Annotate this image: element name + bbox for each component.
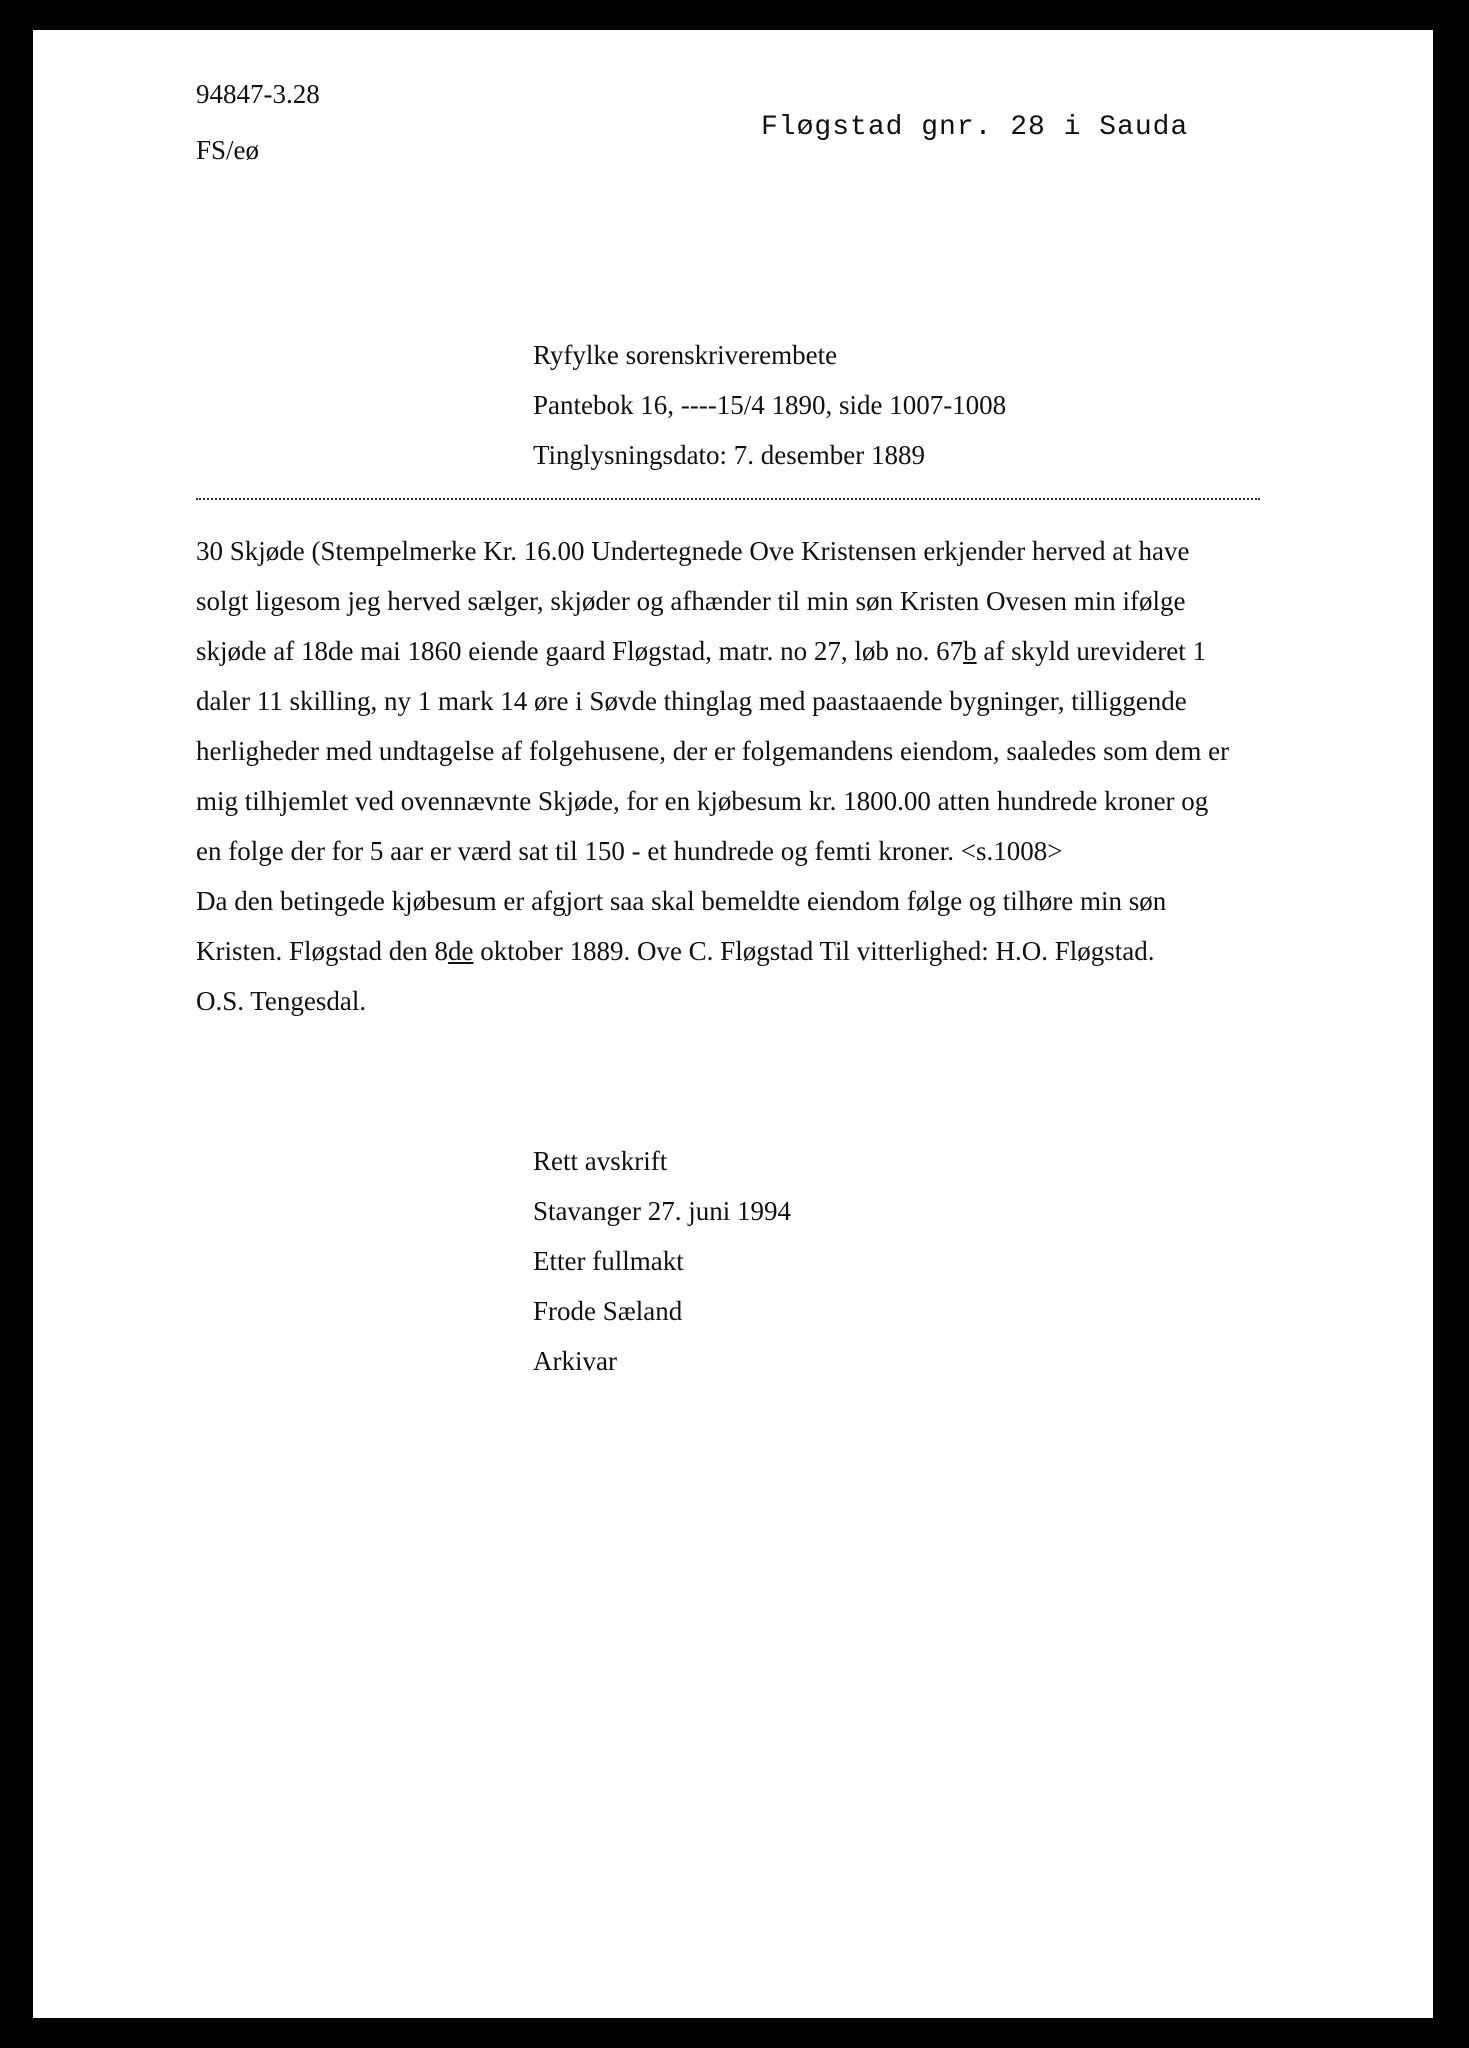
deed-line (196, 626, 1311, 676)
signer-role: Arkivar (533, 1346, 617, 1376)
certification-text: Rett avskrift (533, 1146, 668, 1176)
deed-line-part: af skyld urevideret 1 (976, 636, 1207, 666)
source-office: Ryfylke sorenskriverembete (533, 340, 838, 370)
dotted-divider (196, 498, 1260, 500)
deed-line: Da den betingede kjøbesum er afgjort saa skal bemeldte eiendom følge og tilhøre min søn (196, 886, 1167, 916)
deed-line-part: skjøde af 18de mai 1860 eiende gaard Fløgstad, matr. no 27, løb no. 67 (196, 636, 964, 666)
source-block (533, 330, 1006, 480)
deed-line (196, 926, 1311, 976)
deed-line-part: oktober 1889. Ove C. Fløgstad Til vitterlighed: H.O. Fløgstad. (473, 936, 1155, 966)
deed-line: herligheder med undtagelse af folgehusene, der er folgemandens eiendom, saaledes som dem er (196, 736, 1230, 766)
deed-line: en folge der for 5 aar er værd sat til 150 - et hundrede og femti kroner. <s.1008> (196, 836, 1063, 866)
deed-line-part: Kristen. Fløgstad den 8 (196, 936, 448, 966)
reference-number: 94847-3.28 (196, 79, 320, 109)
deed-text (196, 526, 1311, 1026)
signer-name: Frode Sæland (533, 1296, 683, 1326)
signature-block (533, 1136, 791, 1386)
deed-line: O.S. Tengesdal. (196, 986, 367, 1016)
document-title: Fløgstad gnr. 28 i Sauda (761, 112, 1189, 143)
deed-line: daler 11 skilling, ny 1 mark 14 øre i Søvde thinglag med paastaaende bygninger, tilliggende (196, 686, 1187, 716)
place-date: Stavanger 27. juni 1994 (533, 1196, 791, 1226)
underlined-letter: b (963, 636, 977, 666)
document-page (33, 30, 1433, 2018)
authority-text: Etter fullmakt (533, 1246, 684, 1276)
deed-line: 30 Skjøde (Stempelmerke Kr. 16.00 Undertegnede Ove Kristensen erkjender herved at have (196, 536, 1190, 566)
deed-line: mig tilhjemlet ved ovennævnte Skjøde, for en kjøbesum kr. 1800.00 atten hundrede kroner og (196, 786, 1209, 816)
deed-line: solgt ligesom jeg herved sælger, skjøder og afhænder til min søn Kristen Ovesen min ifølge (196, 586, 1186, 616)
source-date: Tinglysningsdato: 7. desember 1889 (533, 440, 926, 470)
source-book: Pantebok 16, ----15/4 1890, side 1007-1008 (533, 390, 1007, 420)
initials: FS/eø (196, 135, 260, 165)
underlined-suffix: de (447, 936, 474, 966)
